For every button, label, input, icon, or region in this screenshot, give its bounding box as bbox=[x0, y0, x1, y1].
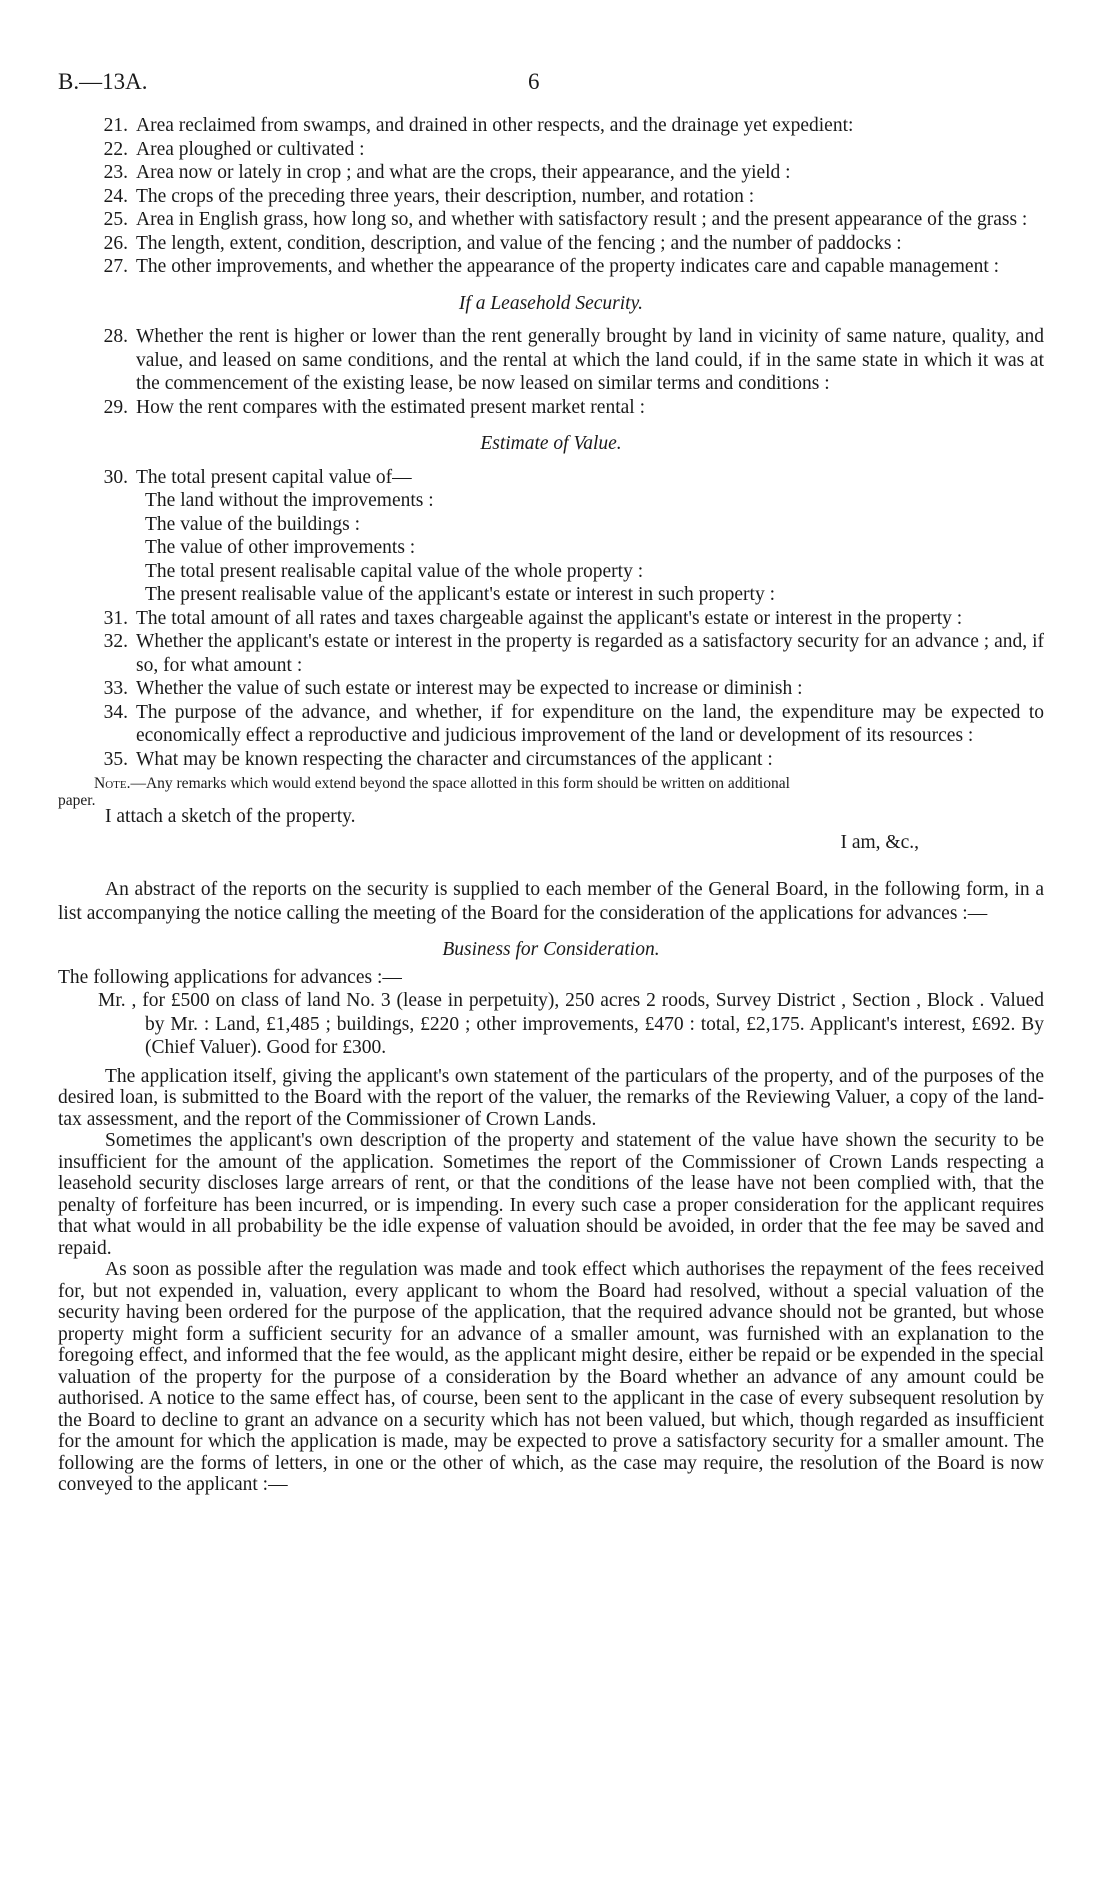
list-item bbox=[58, 677, 1044, 701]
note-label: Note. bbox=[94, 775, 131, 792]
signoff: I am, &c., bbox=[840, 831, 919, 853]
abstract-intro-paragraph: An abstract of the reports on the security is supplied to each member of the General Board, in the following form, in a list accompanying the notice calling the meeting of the Board for the consideration of the applications for advances :— bbox=[58, 879, 1044, 924]
item-number: 24. bbox=[103, 185, 128, 207]
list-item bbox=[58, 466, 1044, 490]
section-heading-leasehold: If a Leasehold Security. bbox=[458, 292, 644, 314]
business-intro: The following applications for advances :— bbox=[58, 966, 402, 988]
item-number: 25. bbox=[103, 209, 128, 230]
item-text: The length, extent, condition, description, and value of the fencing ; and the number of paddocks : bbox=[136, 232, 902, 254]
item-number: 31. bbox=[103, 607, 128, 629]
list-item bbox=[58, 255, 1044, 279]
note-continuation: paper. bbox=[58, 792, 96, 809]
list-item bbox=[58, 232, 1044, 256]
item-number: 30. bbox=[103, 466, 128, 488]
list-item bbox=[58, 748, 1044, 772]
business-entry: Mr. , for £500 on class of land No. 3 (lease in perpetuity), 250 acres 2 roods, Survey District , Section , Block . Valued by Mr. : Land, £1,485 ; buildings, £220 ; other improvements, £470 : total, £2,175. Applicant's interest, £692. By (Chief Valuer). Good for £300. bbox=[98, 990, 1044, 1058]
body-paragraph: Sometimes the applicant's own description of the property and statement of the value have shown the security to be insufficient for the amount of the application. Sometimes the report of the Commissioner of Crown Lands respecting a leasehold security discloses large arrears of rent, or that the conditions of the lease have not been complied with, that the penalty of forfeiture has been incurred, or is impending. In every such case a proper consideration for the applicant requires that what would in all probability be the idle expense of valuation should be avoided, in order that the fee may be saved and repaid. bbox=[58, 1130, 1044, 1259]
item-text: Whether the rent is higher or lower than the rent generally brought by land in vicinity of same nature, quality, and value, and leased on same conditions, and the rental at which the land could, if in the same state in which it was at the commencement of the existing lease, be now leased on similar terms and conditions : bbox=[136, 326, 1044, 394]
list-item bbox=[58, 325, 1044, 396]
list-item bbox=[58, 630, 1044, 677]
item-number: 35. bbox=[103, 748, 128, 770]
sub-list bbox=[58, 489, 1044, 607]
item-text: The total amount of all rates and taxes chargeable against the applicant's estate or interest in the property : bbox=[136, 607, 963, 629]
body-paragraph: The application itself, giving the applicant's own statement of the particulars of the property, and of the purposes of the desired loan, is submitted to the Board with the report of the valuer, the remarks of the Reviewing Valuer, a copy of the land-tax assessment, and the report of the Commissioner of Crown Lands. bbox=[58, 1065, 1044, 1130]
body-paragraph: As soon as possible after the regulation was made and took effect which authorises the repayment of the fees received for, but not expended in, valuation, every applicant to whom the Board had resolved, without a special valuation of the security having been ordered for the purpose of the application, that the required advance should not be granted, but whose property might form a sufficient security for an advance of a smaller amount, was furnished with an explanation to the foregoing effect, and informed that the fee would, as the applicant might desire, either be repaid or be expended in the special valuation of the property for the purpose of a consideration by the Board whether an advance of any amount could be authorised. A notice to the same effect has, of course, been sent to the applicant in the case of every subsequent resolution by the Board to decline to grant an advance on a security which has not been valued, but which, though regarded as insufficient for the amount for which the application is made, may be expected to prove a satisfactory security for a smaller amount. The following are the forms of letters, in one or the other of which, as the case may require, the resolution of the Board is now conveyed to the applicant :— bbox=[58, 1259, 1044, 1495]
list-item bbox=[58, 208, 1044, 232]
note-text: —Any remarks which would extend beyond the space allotted in this form should be written on additional bbox=[130, 775, 790, 792]
item-number: 33. bbox=[103, 678, 128, 699]
questions-list-c bbox=[58, 607, 1044, 772]
item-text: Area reclaimed from swamps, and drained in other respects, and the drainage yet expedient: bbox=[136, 115, 854, 136]
questions-list-a bbox=[58, 114, 1044, 279]
sub-item: The land without the improvements : bbox=[145, 490, 434, 511]
item-number: 32. bbox=[103, 631, 128, 652]
item-number: 22. bbox=[103, 138, 128, 160]
list-item bbox=[58, 607, 1044, 631]
page-header bbox=[58, 70, 1044, 114]
attachment-line: I attach a sketch of the property. bbox=[105, 806, 356, 827]
item-text: The total present capital value of— bbox=[136, 466, 412, 488]
item-number: 26. bbox=[103, 232, 128, 254]
item-text: The crops of the preceding three years, their description, number, and rotation : bbox=[136, 185, 755, 207]
section-heading-business: Business for Consideration. bbox=[442, 939, 660, 960]
sub-item: The value of the buildings : bbox=[145, 513, 360, 535]
sub-item: The value of other improvements : bbox=[145, 537, 416, 558]
list-item bbox=[58, 701, 1044, 748]
item-text: The other improvements, and whether the appearance of the property indicates care and capable management : bbox=[136, 256, 1000, 277]
sub-item: The total present realisable capital value of the whole property : bbox=[145, 560, 644, 582]
item-number: 34. bbox=[103, 701, 128, 723]
item-number: 21. bbox=[103, 115, 128, 136]
list-item bbox=[58, 114, 1044, 138]
item-text: Area in English grass, how long so, and whether with satisfactory result ; and the present appearance of the grass : bbox=[136, 209, 1028, 230]
footnote bbox=[58, 775, 1044, 793]
item-text: Area now or lately in crop ; and what are the crops, their appearance, and the yield : bbox=[136, 162, 791, 183]
document-code: B.—13A. bbox=[58, 69, 148, 94]
questions-list-b bbox=[58, 325, 1044, 419]
item-number: 23. bbox=[103, 162, 128, 183]
item-number: 27. bbox=[103, 256, 128, 277]
item-text: What may be known respecting the character and circumstances of the applicant : bbox=[136, 748, 773, 770]
list-item bbox=[58, 138, 1044, 162]
item-text: Whether the value of such estate or interest may be expected to increase or diminish : bbox=[136, 678, 803, 699]
list-item bbox=[58, 161, 1044, 185]
section-heading-estimate: Estimate of Value. bbox=[480, 433, 622, 454]
list-item bbox=[58, 396, 1044, 420]
item-text: Whether the applicant's estate or interest in the property is regarded as a satisfactory security for an advance ; and, if so, for what amount : bbox=[136, 631, 1044, 676]
sub-item: The present realisable value of the applicant's estate or interest in such property : bbox=[145, 584, 775, 605]
item-text: Area ploughed or cultivated : bbox=[136, 138, 365, 160]
question-30 bbox=[58, 466, 1044, 607]
list-item bbox=[58, 185, 1044, 209]
page-number: 6 bbox=[528, 69, 540, 94]
item-number: 28. bbox=[103, 326, 128, 347]
item-text: The purpose of the advance, and whether, if for expenditure on the land, the expenditure may be expected to economically effect a reproductive and judicious improvement of the land or development of its resources : bbox=[136, 701, 1044, 746]
item-text: How the rent compares with the estimated present market rental : bbox=[136, 396, 645, 418]
item-number: 29. bbox=[103, 396, 128, 418]
